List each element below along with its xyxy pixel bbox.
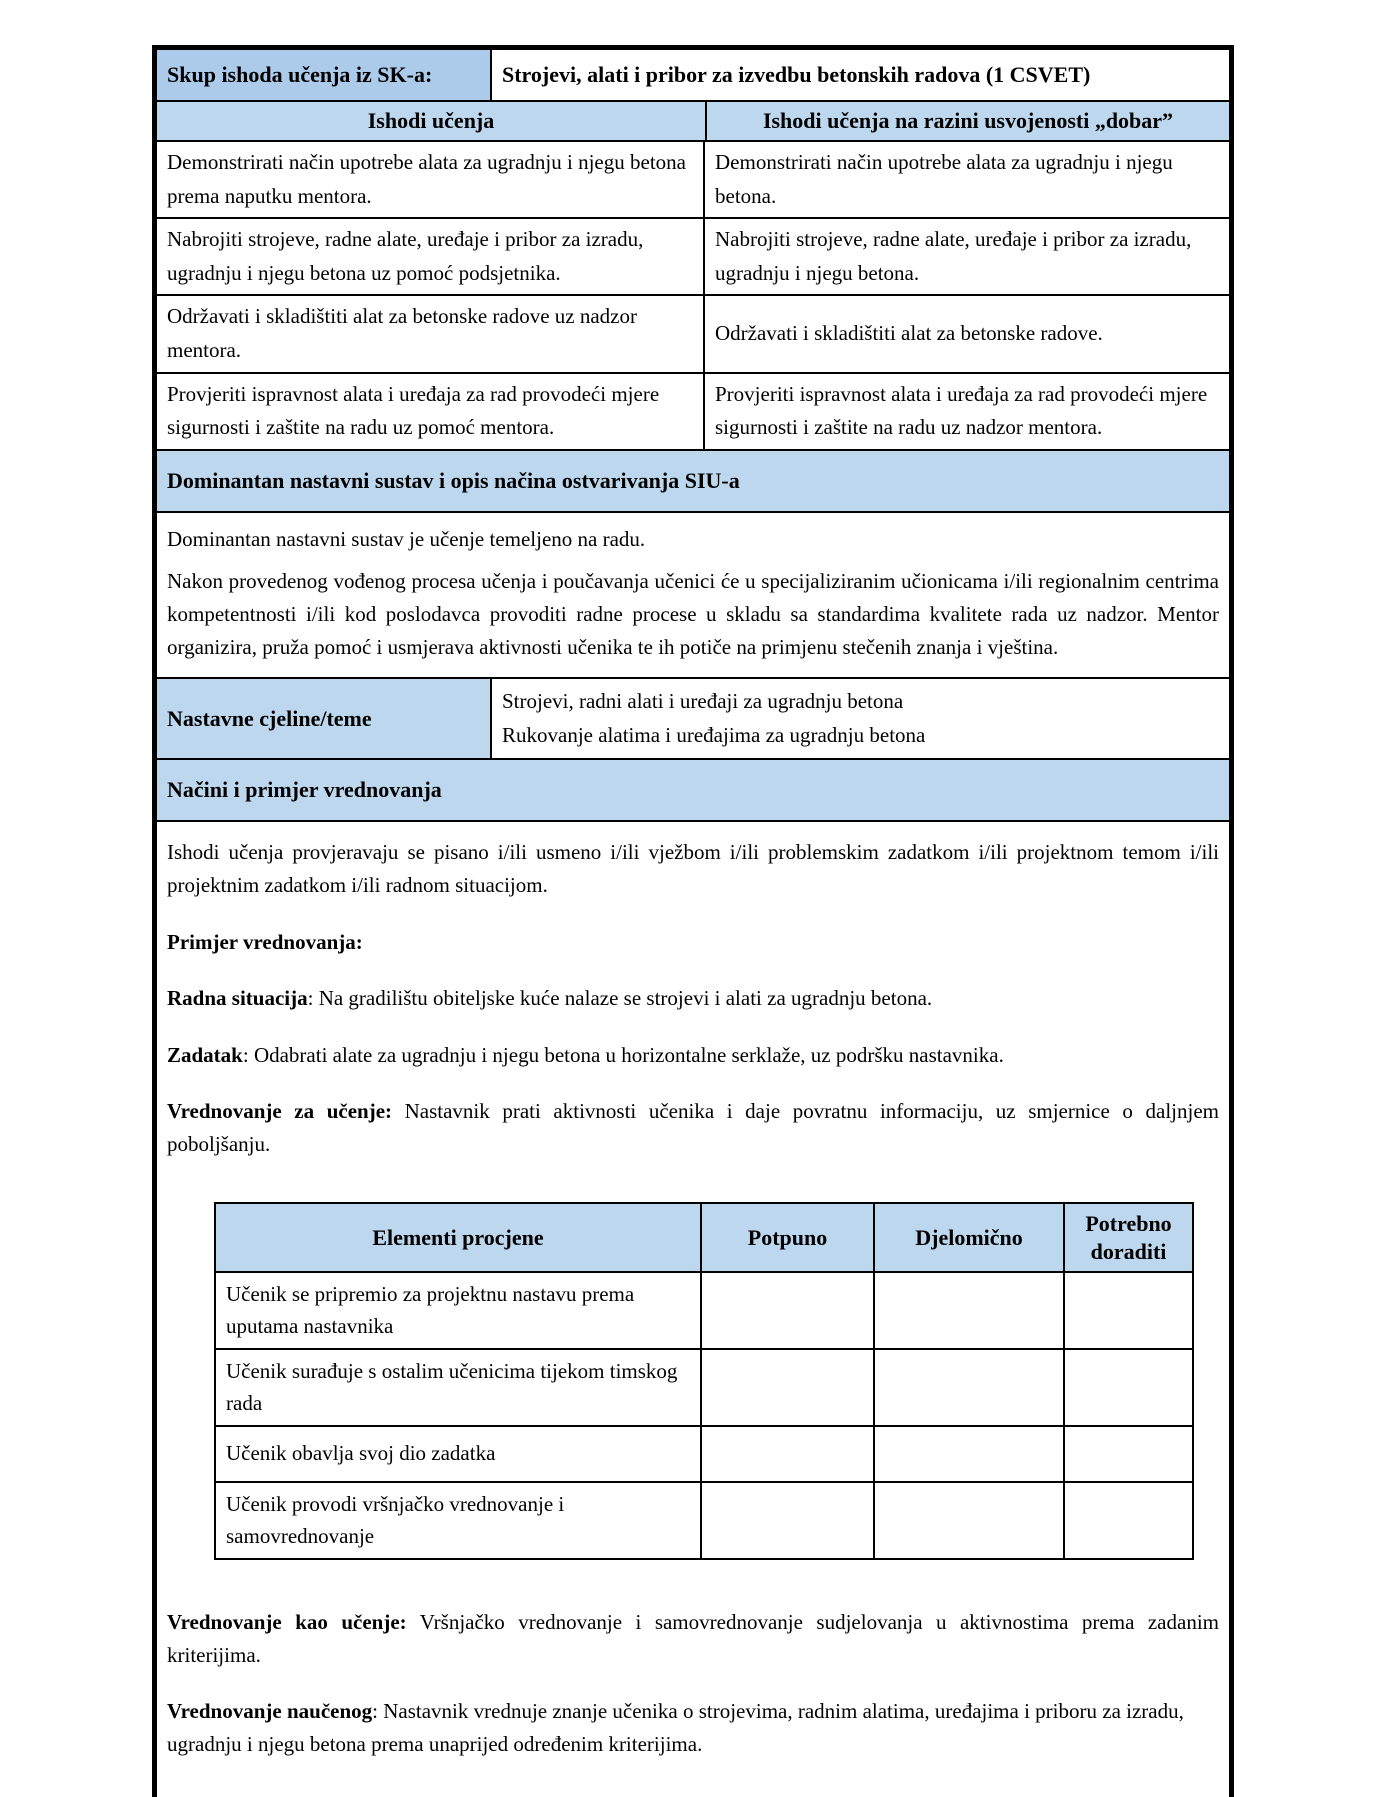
assessment-cell-empty	[701, 1482, 874, 1559]
assessment-table	[214, 1202, 1194, 1560]
assessment-col-potpuno: Potpuno	[701, 1203, 874, 1272]
outcome-left: Demonstrirati način upotrebe alata za ugradnju i njegu betona prema naputku mentora.	[157, 142, 705, 217]
evaluation-section-header: Načini i primjer vrednovanja	[157, 760, 1229, 820]
assessment-cell-empty	[701, 1349, 874, 1426]
dominant-para1: Dominantan nastavni sustav je učenje temeljeno na radu.	[167, 526, 646, 551]
unit-title: Strojevi, alati i pribor za izvedbu betonskih radova (1 CSVET)	[502, 61, 1091, 87]
outcome-row	[157, 372, 1229, 449]
assessment-col-djelomicno: Djelomično	[874, 1203, 1064, 1272]
header-row	[157, 50, 1229, 100]
assessment-cell-empty	[1064, 1426, 1193, 1482]
assessment-col-potrebno-doraditi: Potrebno doraditi	[1064, 1203, 1193, 1272]
assessment-cell-empty	[874, 1272, 1064, 1349]
vrednovanje-kao-ucenje-text: Vršnjačko vrednovanje i samovrednovanje sudjelovanja u aktivnostima prema zadanim kriterijima.	[167, 1610, 1219, 1667]
outcomes-header-row	[157, 100, 1229, 140]
outcome-right: Demonstrirati način upotrebe alata za ugradnju i njegu betona.	[715, 150, 1173, 208]
outcome-right: Provjeriti ispravnost alata i uređaja za rad provodeći mjere sigurnosti i zaštite na radu uz nadzor mentora.	[715, 381, 1208, 440]
assessment-cell-empty	[874, 1426, 1064, 1482]
zadatak-text: : Odabrati alate za ugradnju i njegu betona u horizontalne serklaže, uz podršku nastavnika.	[242, 1042, 1004, 1067]
outcomes-col1-header: Ishodi učenja	[157, 102, 705, 140]
dominant-para2: Nakon provedenog vođenog procesa učenja i poučavanja učenici će u specijaliziranim učionicama i/ili regionalnim centrima kompetentnosti i/ili kod poslodavca provoditi radne procese u skladu sa standardima kvalitete rada uz nadzor. Mentor organizira, pruža pomoć i usmjerava aktivnosti učenika te ih potiče na primjenu stečenih znanja i vještina.	[167, 569, 1219, 659]
outcome-row	[157, 140, 1229, 217]
units-label: Nastavne cjeline/teme	[157, 679, 492, 758]
assessment-criterion: Učenik obavlja svoj dio zadatka	[215, 1426, 701, 1482]
units-values	[492, 679, 1229, 758]
zadatak-label: Zadatak	[167, 1042, 243, 1067]
curriculum-table	[152, 45, 1234, 1797]
skup-ishoda-label: Skup ishoda učenja iz SK-a:	[157, 50, 492, 100]
assessment-cell-empty	[874, 1482, 1064, 1559]
assessment-cell-empty	[701, 1426, 874, 1482]
zadatak-paragraph	[167, 1039, 1219, 1072]
outcome-row	[157, 217, 1229, 294]
dominant-header-row	[157, 449, 1229, 511]
assessment-cell-empty	[1064, 1349, 1193, 1426]
unit-item: Strojevi, radni alati i uređaji za ugradnju betona	[502, 689, 904, 714]
assessment-criterion: Učenik surađuje s ostalim učenicima tijekom timskog rada	[215, 1349, 701, 1426]
assessment-header-row	[215, 1203, 1193, 1272]
outcome-left: Održavati i skladištiti alat za betonske radove uz nadzor mentora.	[157, 296, 705, 371]
evaluation-body-row	[157, 820, 1229, 1797]
assessment-criterion: Učenik provodi vršnjačko vrednovanje i samovrednovanje	[215, 1482, 701, 1559]
outcome-right: Nabrojiti strojeve, radne alate, uređaje i pribor za izradu, ugradnju i njegu betona.	[715, 227, 1192, 285]
assessment-cell-empty	[701, 1272, 874, 1349]
dominant-section-header: Dominantan nastavni sustav i opis načina ostvarivanja SIU-a	[157, 451, 1229, 511]
outcomes-col2-header: Ishodi učenja na razini usvojenosti „dobar”	[705, 102, 1229, 140]
vrednovanje-naucenog-text: : Nastavnik vrednuje znanje učenika o strojevima, radnim alatima, uređajima i priboru za izradu, ugradnju i njegu betona prema unaprijed određenim kriterijima.	[167, 1699, 1184, 1756]
evaluation-header-row	[157, 758, 1229, 820]
example-heading	[167, 926, 1219, 959]
assessment-criterion: Učenik se pripremio za projektnu nastavu prema uputama nastavnika	[215, 1272, 701, 1349]
units-row	[157, 677, 1229, 758]
assessment-col-elementi: Elementi procjene	[215, 1203, 701, 1272]
vrednovanje-za-ucenje-label: Vrednovanje za učenje:	[167, 1099, 393, 1124]
vrednovanje-kao-ucenje-label: Vrednovanje kao učenje:	[167, 1610, 407, 1635]
assessment-cell-empty	[1064, 1482, 1193, 1559]
radna-situacija-paragraph	[167, 982, 1219, 1015]
vrednovanje-naucenog-paragraph	[167, 1695, 1219, 1760]
assessment-row	[215, 1272, 1193, 1349]
assessment-cell-empty	[874, 1349, 1064, 1426]
dominant-body-row	[157, 511, 1229, 677]
outcome-left: Provjeriti ispravnost alata i uređaja za rad provodeći mjere sigurnosti i zaštite na radu uz pomoć mentora.	[157, 374, 705, 449]
vrednovanje-naucenog-label: Vrednovanje naučenog	[167, 1699, 373, 1724]
vrednovanje-kao-ucenje-paragraph	[167, 1606, 1219, 1671]
outcome-right: Održavati i skladištiti alat za betonske radove.	[715, 321, 1103, 346]
example-heading-label: Primjer vrednovanja:	[167, 929, 363, 954]
assessment-cell-empty	[1064, 1272, 1193, 1349]
vrednovanje-za-ucenje-text: Nastavnik prati aktivnosti učenika i daje povratnu informaciju, uz smjernice o daljnjem poboljšanju.	[167, 1099, 1219, 1156]
assessment-row	[215, 1482, 1193, 1559]
evaluation-section-body	[157, 822, 1229, 1797]
radna-situacija-label: Radna situacija	[167, 986, 308, 1011]
evaluation-intro: Ishodi učenja provjeravaju se pisano i/ili usmeno i/ili vježbom i/ili problemskim zadatkom i/ili projektnom temom i/ili projektnim zadatkom i/ili radnom situacijom.	[167, 840, 1219, 897]
unit-item: Rukovanje alatima i uređajima za ugradnju betona	[502, 722, 926, 747]
assessment-row	[215, 1426, 1193, 1482]
assessment-row	[215, 1349, 1193, 1426]
outcome-left: Nabrojiti strojeve, radne alate, uređaje i pribor za izradu, ugradnju i njegu betona uz pomoć podsjetnika.	[157, 219, 705, 294]
radna-situacija-text: : Na gradilištu obiteljske kuće nalaze se strojevi i alati za ugradnju betona.	[307, 986, 933, 1011]
vrednovanje-za-ucenje-paragraph	[167, 1095, 1219, 1160]
outcome-row	[157, 294, 1229, 371]
dominant-section-body	[157, 513, 1229, 677]
